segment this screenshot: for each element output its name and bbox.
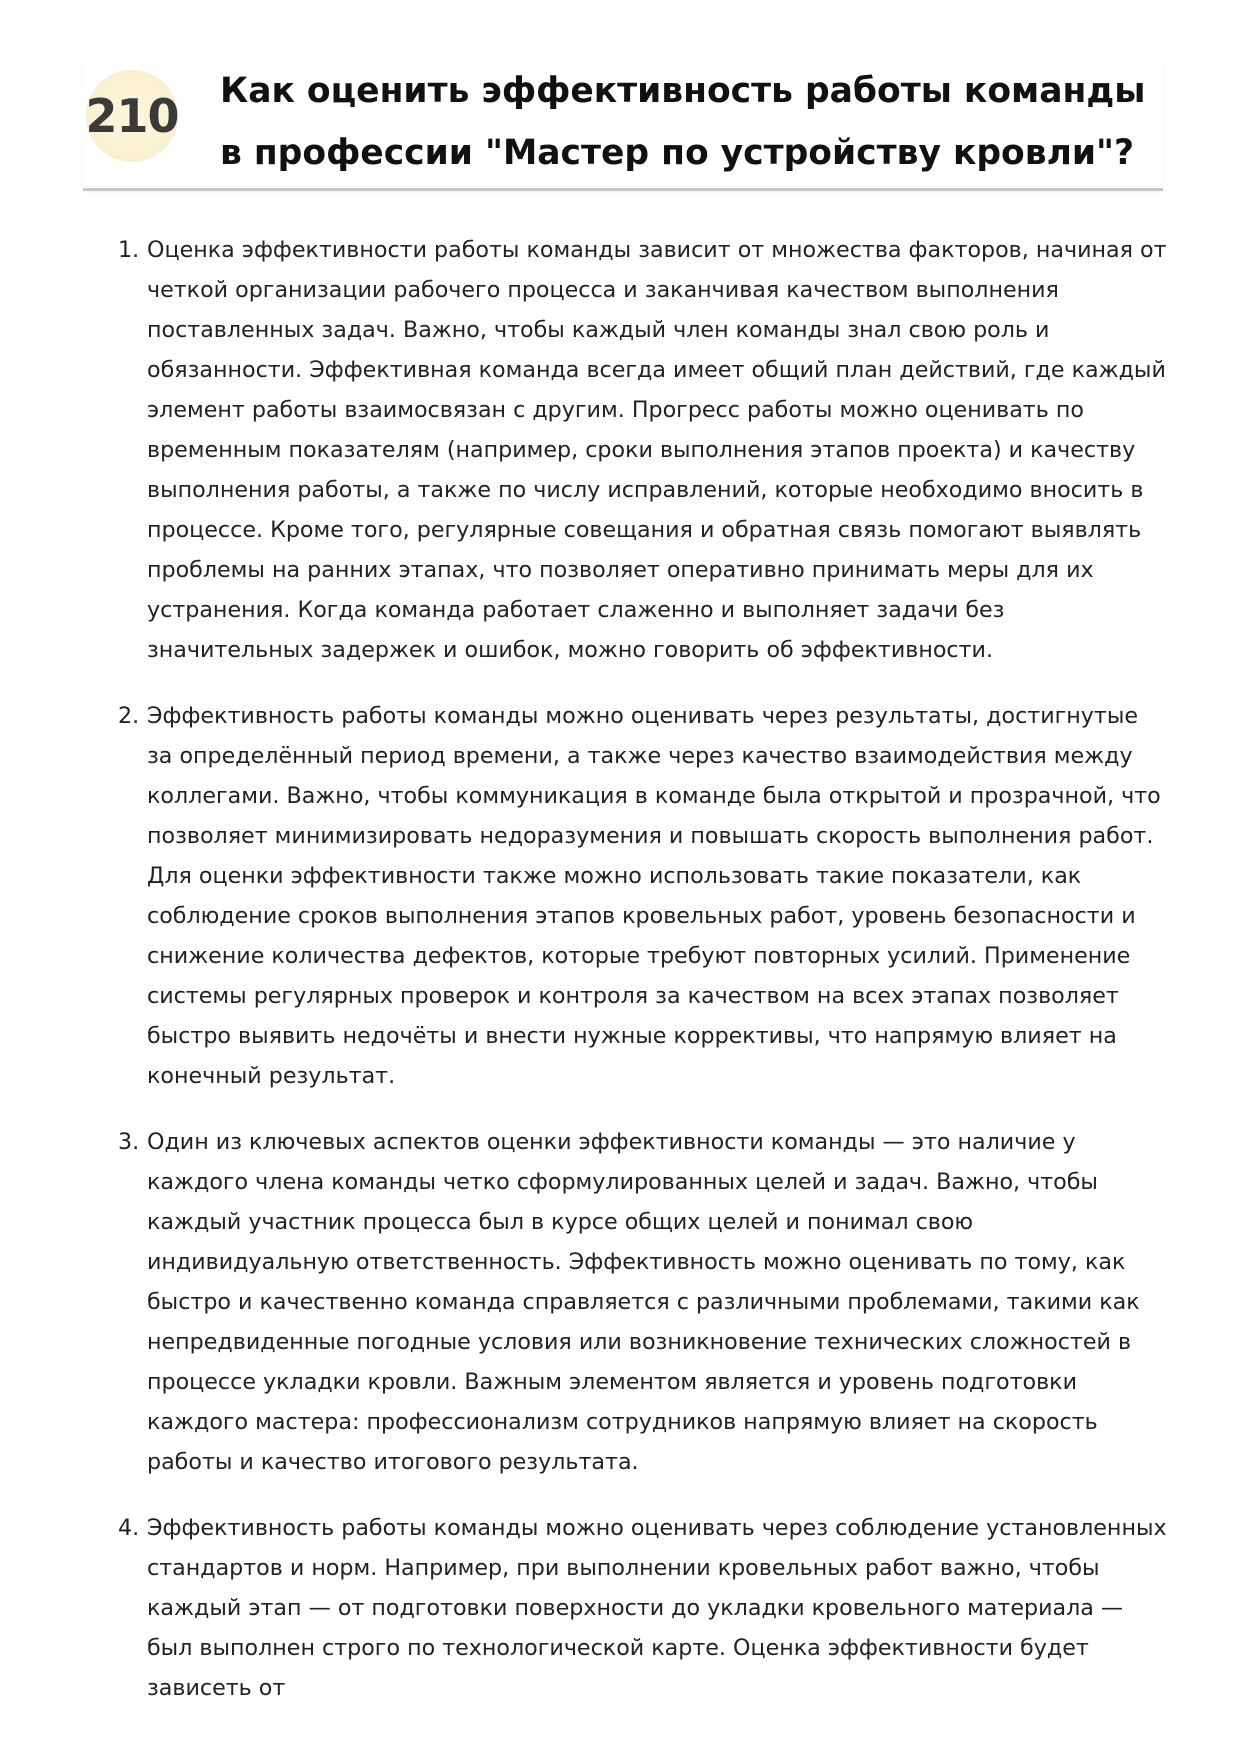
list-item	[108, 1508, 1168, 1708]
question-title: Как оценить эффективность работы команды в профессии "Мастер по устройству кровли"?	[220, 71, 1146, 173]
list-item-text: Эффективность работы команды можно оценивать через результаты, достигнутые за определённый период времени, а также через качество взаимодействия между коллегами. Важно, чтобы коммуникация в команде была открытой и прозрачной, что позволяет минимизировать недоразумения и повышать скорость выполнения работ. Для оценки эффективности также можно использовать такие показатели, как соблюдение сроков выполнения этапов кровельных работ, уровень безопасности и снижение количества дефектов, которые требуют повторных усилий. Применение системы регулярных проверок и контроля за качеством на всех этапах позволяет быстро выявить недочёты и внести нужные коррективы, что напрямую влияет на конечный результат.	[147, 703, 1161, 1089]
list-item-text: Оценка эффективности работы команды зависит от множества факторов, начиная от четкой организации рабочего процесса и заканчивая качеством выполнения поставленных задач. Важно, чтобы каждый член команды знал свою роль и обязанности. Эффективная команда всегда имеет общий план действий, где каждый элемент работы взаимосвязан с другим. Прогресс работы можно оценивать по временным показателям (например, сроки выполнения этапов проекта) и качеству выполнения работы, а также по числу исправлений, которые необходимо вносить в процессе. Кроме того, регулярные совещания и обратная связь помогают выявлять проблемы на ранних этапах, что позволяет оперативно принимать меры для их устранения. Когда команда работает слаженно и выполняет задачи без значительных задержек и ошибок, можно говорить об эффективности.	[147, 237, 1167, 663]
list-item-number: 3.	[118, 1129, 140, 1155]
answer-list	[108, 230, 1168, 1708]
list-item-number: 4.	[118, 1515, 140, 1541]
question-header	[83, 58, 1163, 191]
list-item	[108, 696, 1168, 1096]
list-item-text: Эффективность работы команды можно оценивать через соблюдение установленных стандартов и норм. Например, при выполнении кровельных работ важно, чтобы каждый этап — от подготовки поверхности до укладки кровельного материала — был выполнен строго по технологической карте. Оценка эффективности будет зависеть от	[147, 1515, 1167, 1701]
list-item-text: Один из ключевых аспектов оценки эффективности команды — это наличие у каждого члена команды четко сформулированных целей и задач. Важно, чтобы каждый участник процесса был в курсе общих целей и понимал свою индивидуальную ответственность. Эффективность можно оценивать по тому, как быстро и качественно команда справляется с различными проблемами, такими как непредвиденные погодные условия или возникновение технических сложностей в процессе укладки кровли. Важным элементом является и уровень подготовки каждого мастера: профессионализм сотрудников напрямую влияет на скорость работы и качество итогового результата.	[147, 1129, 1140, 1475]
list-item-number: 1.	[118, 237, 140, 263]
answer-content	[108, 230, 1168, 1734]
list-item	[108, 230, 1168, 670]
list-item	[108, 1122, 1168, 1482]
list-item-number: 2.	[118, 703, 140, 729]
question-number-badge: 210	[86, 70, 178, 162]
